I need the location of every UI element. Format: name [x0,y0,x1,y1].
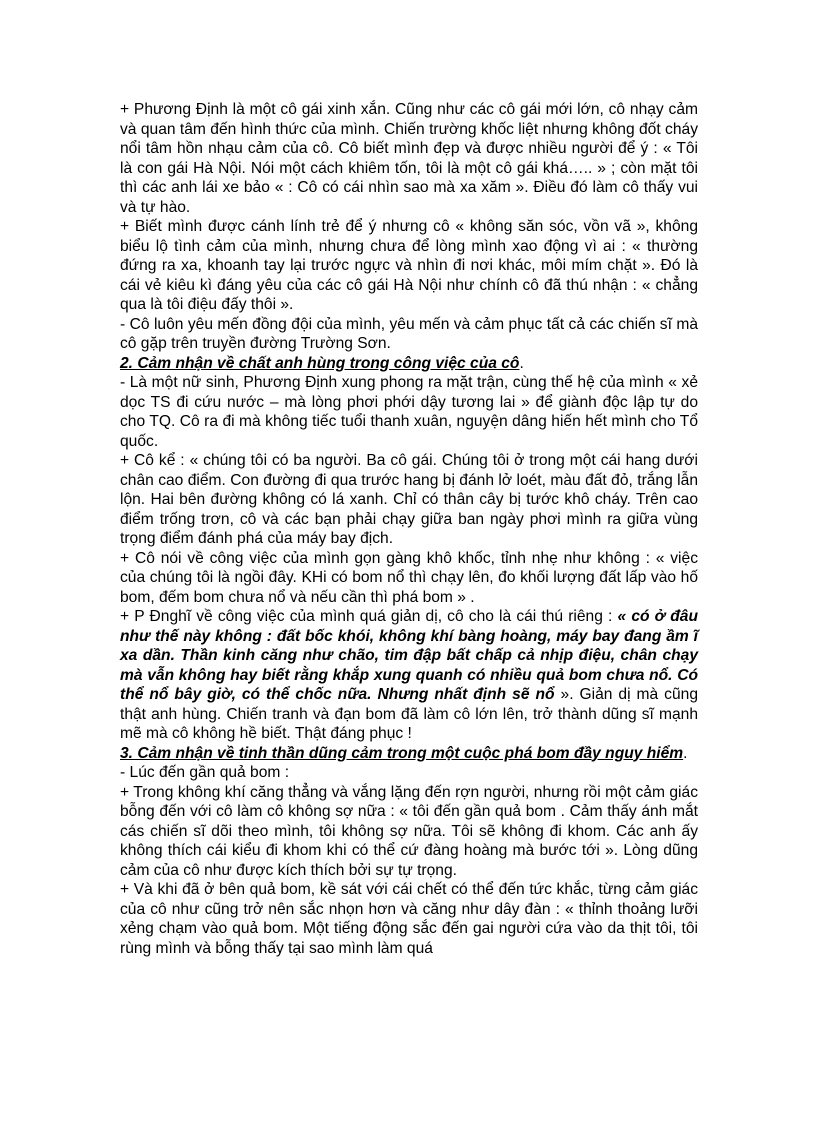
quote-emphasis: « có ở đâu như thế này không : đất bốc khói, không khí bàng hoàng, máy bay đang ầm ĩ xa dần. Thần kinh căng như chão, tim đập bất chấp cả nhịp điệu, chân chạy mà vẫn không hay biết rằng khắp xung quanh có nhiều quả bom chưa nổ. Có thể nổ bây giờ, có thể chốc nữa. Nhưng nhất định sẽ nổ [120,608,698,703]
document-page [120,100,698,958]
paragraph: - Là một nữ sinh, Phương Định xung phong ra mặt trận, cùng thế hệ của mình « xẻ dọc TS đi cứu nước – mà lòng phơi phới dậy tương lai » để giành độc lập tự do cho TQ. Cô ra đi mà không tiếc tuổi thanh xuân, nguyện dâng hiến hết mình cho Tổ quốc. [120,374,698,450]
section-heading-3 [120,744,698,764]
paragraph: + Cô kể : « chúng tôi có ba người. Ba cô gái. Chúng tôi ở trong một cái hang dưới chân cao điểm. Con đường đi qua trước hang bị đánh lở loét, màu đất đỏ, trắng lẫn lộn. Hai bên đường không có lá xanh. Chỉ có thân cây bị tước khô cháy. Trên cao điểm trống trơn, cô và các bạn phải chạy giữa ban ngày phơi mình ra giữa vùng trọng điểm đánh phá của máy bay địch. [120,452,698,547]
paragraph: + Biết mình được cánh lính trẻ để ý nhưng cô « không săn sóc, vồn vã », không biểu lộ tình cảm của mình, nhưng chưa để lòng mình xao động vì ai : « thường đứng ra xa, khoanh tay lại trước ngực và nhìn đi nơi khác, môi mím chặt ». Đó là cái vẻ kiêu kì đáng yêu của các cô gái Hà Nội như chính cô đã thú nhận : « chẳng qua là tôi điệu đấy thôi ». [120,218,698,313]
paragraph-part: ». Giản dị mà cũng thật anh hùng. Chiến tranh và đạn bom đã làm cô lớn lên, trở thành dũng sĩ mạnh mẽ mà cô không hề biết. Thật đáng phục ! [120,686,698,742]
paragraph: + Phương Định là một cô gái xinh xắn. Cũng như các cô gái mới lớn, cô nhạy cảm và quan tâm đến hình thức của mình. Chiến trường khốc liệt nhưng không đốt cháy nổi tâm hồn nhạu cảm của cô. Cô biết mình đẹp và được nhiều người để ý : « Tôi là con gái Hà Nội. Nói một cách khiêm tốn, tôi là một cô gái khá….. » ; còn mặt tôi thì các anh lái xe bảo « : Cô có cái nhìn sao mà xa xăm ». Điều đó làm cô thấy vui và tự hào. [120,101,698,216]
paragraph-part: + P Đnghĩ về công việc của mình quá giản dị, cô cho là cái thú riêng : [120,608,618,625]
paragraph: + Và khi đã ở bên quả bom, kề sát với cái chết có thể đến tức khắc, từng cảm giác của cô như cũng trở nên sắc nhọn hơn và căng như dây đàn : « thỉnh thoảng lưỡi xẻng chạm vào quả bom. Một tiếng động sắc đến gai người cứa vào da thịt tôi, tôi rùng mình và bỗng thấy tại sao mình làm quá [120,881,698,957]
paragraph: - Cô luôn yêu mến đồng đội của mình, yêu mến và cảm phục tất cả các chiến sĩ mà cô gặp trên truyền đường Trường Sơn. [120,315,698,352]
section-heading-3-text: 3. Cảm nhận về tinh thần dũng cảm trong một cuộc phá bom đầy nguy hiểm [120,744,684,762]
section-heading-2 [120,354,698,374]
paragraph: - Lúc đến gần quả bom : [120,764,290,781]
paragraph: + Cô nói về công việc của mình gọn gàng khô khốc, tỉnh nhẹ như không : « việc của chúng tôi là ngồi đây. KHi có bom nổ thì chạy lên, đo khối lượng đất lấp vào hố bom, đếm bom chưa nổ và nếu cần thì phá bom » . [120,549,698,606]
paragraph [120,607,698,744]
paragraph: + Trong không khí căng thẳng và vắng lặng đến rợn người, nhưng rồi một cảm giác bỗng đến với cô làm cô không sợ nữa : « tôi đến gần quả bom . Cảm thấy ánh mắt cás chiến sĩ dõi theo mình, tôi không sợ nữa. Tôi sẽ không đi khom. Các anh ấy không thích cái kiểu đi khom khi có thể cứ đàng hoàng mà bước tới ». Lòng dũng cảm của cô như được kích thích bởi sự tự trọng. [120,783,698,879]
section-heading-2-text: 2. Cảm nhận về chất anh hùng trong công việc của cô [120,354,520,372]
section-heading-2-period: . [519,354,524,372]
section-heading-3-period: . [683,744,688,762]
